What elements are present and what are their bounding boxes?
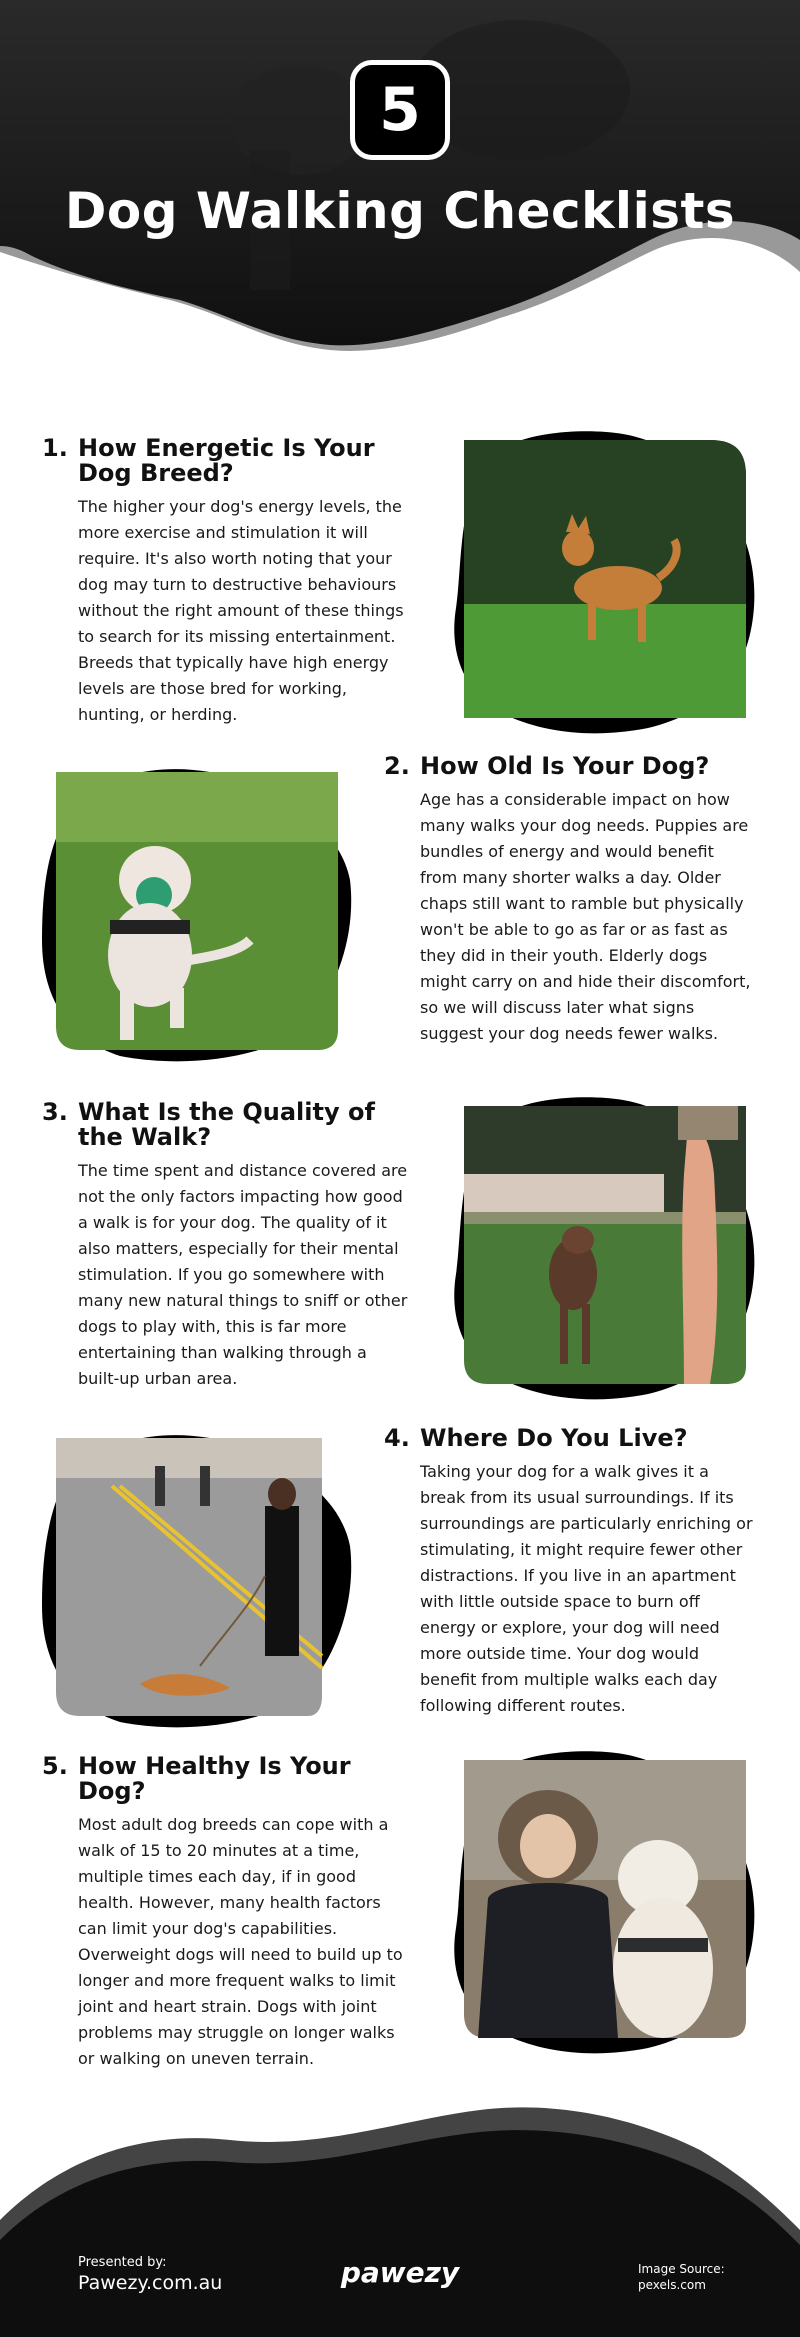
man-with-retriever-photo — [448, 1748, 760, 2056]
section-number: 5. — [42, 1752, 68, 1780]
section-where-you-live — [384, 1426, 754, 1719]
running-dog-photo — [448, 428, 760, 736]
footer-banner — [0, 2100, 800, 2337]
section-title: What Is the Quality of the Walk? — [78, 1098, 375, 1151]
footer-background — [0, 2100, 800, 2337]
pawezy-logo: pawezy — [340, 2256, 460, 2289]
section-energetic-breed — [42, 436, 412, 728]
section-title: Where Do You Live? — [420, 1424, 688, 1452]
page-title: Dog Walking Checklists — [64, 182, 736, 240]
section-body: Age has a considerable impact on how many walks your dog needs. Puppies are bundles of energy and would benefit from many shorter walks a day. Older chaps still want to ramble but physically won't be able to go as far or as fast as they did in their youth. Elderly dogs might carry on and hide their discomfort, so we will discuss later what signs suggest your dog needs fewer walks. — [420, 790, 751, 1043]
section-number: 3. — [42, 1098, 68, 1126]
section-number: 4. — [384, 1424, 410, 1452]
section-body: The higher your dog's energy levels, the more exercise and stimulation it will require. It's also worth noting that your dog may turn to destructive behaviours without the right amount of these things to search for its missing entertainment. Breeds that typically have high energy levels are those bred for working, hunting, or herding. — [78, 497, 404, 724]
number-badge: 5 — [350, 60, 450, 160]
presented-site-link[interactable]: Pawezy.com.au — [78, 2272, 223, 2294]
source-site-link[interactable]: pexels.com — [638, 2278, 706, 2292]
header-banner — [0, 0, 800, 380]
city-street-dog-photo — [40, 1426, 352, 1734]
section-title: How Energetic Is Your Dog Breed? — [78, 434, 375, 487]
section-number: 2. — [384, 752, 410, 780]
dog-with-owner-photo — [448, 1094, 760, 1402]
section-title: How Healthy Is Your Dog? — [78, 1752, 351, 1805]
section-dog-age — [384, 754, 754, 1047]
source-label: Image Source: — [638, 2262, 725, 2276]
section-title: How Old Is Your Dog? — [420, 752, 710, 780]
section-body: The time spent and distance covered are not the only factors impacting how good a walk is for your dog. The quality of it also matters, especially for their mental stimulation. If you go somewhere with many new natural things to sniff or other dogs to play with, this is far more entertaining than walking through a built-up urban area. — [78, 1161, 408, 1388]
section-body: Taking your dog for a walk gives it a break from its usual surroundings. If its surroundings are particularly enriching or stimulating, it might require fewer other distractions. If you live in an apartment with little outside space to burn off energy or explore, your dog will need more outside time. Your dog would benefit from multiple walks each day following different routes. — [420, 1462, 753, 1715]
section-walk-quality — [42, 1100, 412, 1392]
image-source — [638, 2261, 725, 2293]
section-number: 1. — [42, 434, 68, 462]
section-body: Most adult dog breeds can cope with a walk of 15 to 20 minutes at a time, multiple times each day, if in good health. However, many health factors can limit your dog's capabilities. Overweight dogs will need to build up to longer and more frequent walks to limit joint and heart strain. Dogs with joint problems may struggle on longer walks or walking on uneven terrain. — [78, 1815, 403, 2068]
presented-label: Presented by: — [78, 2255, 167, 2270]
section-dog-health — [42, 1754, 412, 2072]
dog-with-ball-photo — [40, 760, 352, 1068]
